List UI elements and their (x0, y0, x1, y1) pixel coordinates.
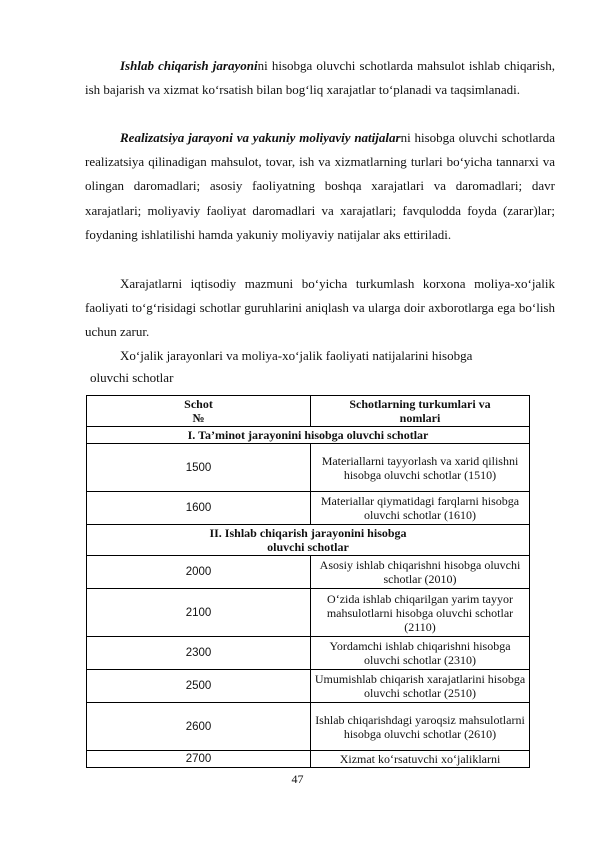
table-row (87, 751, 530, 768)
account-name: Ishlab chiqarishdagi yaroqsiz mahsulotlarni hisobga oluvchi schotlar (2610) (311, 703, 530, 751)
section-title: II. Ishlab chiqarish jarayonini hisobga oluvchi schotlar (87, 525, 530, 556)
caption-line-1: Xo‘jalik jarayonlari va moliya-xo‘jalik faoliyati natijalarini hisobga (120, 348, 473, 363)
paragraph-production-process (85, 54, 555, 102)
term-production-process: Ishlab chiqarish jarayoni (120, 58, 258, 73)
account-code: 2500 (87, 670, 311, 703)
account-name: Yordamchi ishlab chiqarishni hisobga oluvchi schotlar (2310) (311, 637, 530, 670)
accounts-table (86, 395, 530, 768)
table-row (87, 589, 530, 637)
account-code: 1500 (87, 444, 311, 492)
table-caption (85, 345, 555, 389)
account-name: Materiallarni tayyorlash va xarid qilishni hisobga oluvchi schotlar (1510) (311, 444, 530, 492)
section-title: I. Ta’minot jarayonini hisobga oluvchi schotlar (87, 427, 530, 444)
table-row (87, 703, 530, 751)
paragraph-text: Xarajatlarni iqtisodiy mazmuni bo‘yicha turkumlash korxona moliya-xo‘jalik faoliyati to‘g‘risidagi schotlar guruhlarini aniqlash va ularga doir axborotlarga ega bo‘lish uchun zarur. (85, 276, 555, 340)
table-row (87, 444, 530, 492)
account-name: Asosiy ishlab chiqarishni hisobga oluvchi schotlar (2010) (311, 556, 530, 589)
account-name: O‘zida ishlab chiqarilgan yarim tayyor mahsulotlarni hisobga oluvchi schotlar (2110) (311, 589, 530, 637)
account-name: Umumishlab chiqarish xarajatlarini hisobga oluvchi schotlar (2510) (311, 670, 530, 703)
section-row-production (87, 525, 530, 556)
table-row (87, 556, 530, 589)
account-code: 2300 (87, 637, 311, 670)
caption-line-2: oluvchi schotlar (90, 370, 174, 385)
paragraph-cost-classification (85, 272, 555, 345)
account-code: 1600 (87, 492, 311, 525)
account-code: 2000 (87, 556, 311, 589)
paragraph-text: ni hisobga oluvchi schotlarda realizatsiya qilinadigan mahsulot, tovar, ish va xizmatlarning turlari bo‘yicha tannarxi va olingan daromadlari; asosiy faoliyatning boshqa xarajatlari va daromadlari; davr xarajatlari; moliyaviy faoliyat daromadlari va xarajatlari; favqulodda foyda (zarar)lar; foydaning ishlatilishi hamda yakuniy moliyaviy natijalar aks ettiriladi. (85, 130, 556, 242)
account-code: 2700 (87, 751, 311, 768)
account-code: 2100 (87, 589, 311, 637)
table-row (87, 670, 530, 703)
paragraph-text: ni hisobga oluvchi schotlarda mahsulot ishlab chiqarish, ish bajarish va xizmat ko‘rsatish bilan bog‘liq xarajatlar to‘planadi va taqsimlanadi. (85, 58, 555, 98)
account-code: 2600 (87, 703, 311, 751)
paragraph-realization-process (85, 126, 555, 247)
account-name: Xizmat ko‘rsatuvchi xo‘jaliklarni (311, 751, 530, 768)
section-row-supply (87, 427, 530, 444)
page-number: 47 (291, 772, 304, 786)
table-header-row (87, 396, 530, 427)
account-name: Materiallar qiymatidagi farqlarni hisobga oluvchi schotlar (1610) (311, 492, 530, 525)
table-row (87, 492, 530, 525)
header-account-groups: Schotlarning turkumlari va nomlari (311, 396, 530, 427)
table-row (87, 637, 530, 670)
header-account-number: Schot № (87, 396, 311, 427)
term-realization-process: Realizatsiya jarayoni va yakuniy moliyaviy natijalar (120, 130, 401, 145)
